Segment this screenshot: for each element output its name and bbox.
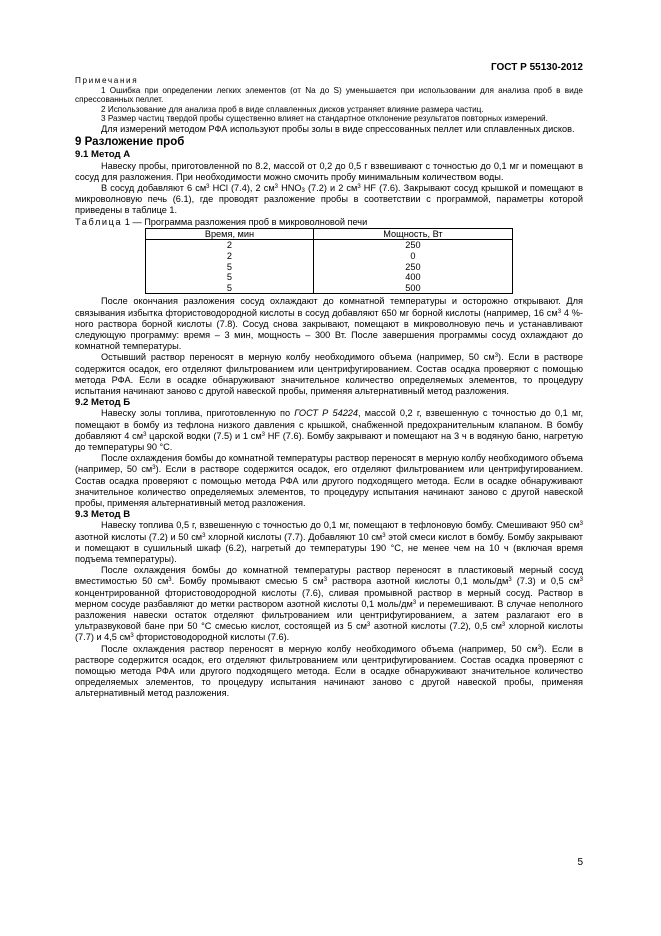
notes-title: Примечания — [75, 76, 139, 85]
method-b-paragraph-2: После охлаждения бомбы до комнатной температуры раствор переносят в мерную колбу необходимого объема (например, 50 $см^3$). Если в растворе содержится осадок, его отделяют фильтрованием или центрифугированием. Состав осадка проверяют с помощью метода РФА или другого подходящего метода. Если в осадке обнаруживают значительное количество определяемых элементов, то процедуру испытания начинают заново с другой навеской пробы, применяя альтернативный метод разложения. — [75, 453, 583, 509]
section-title: 9 Разложение проб — [75, 136, 185, 149]
method-v-paragraph: Навеску топлива 0,5 г, взвешенную с точностью до 0,1 мг, помещают в тефлоновую бомбу. Смешивают 950 $см^3$ азотной кислоты (7.2) и 50 $см^3$ хлорной кислоты (7.7). Добавляют 10 $см^3$ этой смеси кислот в бомбу. Бомбу закрывают и помещают в сушильный шкаф (6.2), нагретый до температуры 190 °С, не менее чем на 10 ч (включая время подъема температуры). — [75, 520, 583, 565]
table-row: 2 0 — [146, 251, 513, 262]
note-item: 3 Размер частиц твердой пробы существенно влияет на стандартное отклонение результатов повторных измерений. — [101, 114, 548, 124]
note-item: 1 Ошибка при определении легких элементов (от Na до S) уменьшается при использовании для анализа проб в виде спрессованных пеллет. — [75, 85, 583, 105]
method-v-paragraph-2: После охлаждения бомбы до комнатной температуры раствор переносят в пластиковый мерный сосуд вместимостью 50 $см^3$. Бомбу промывают смесью 5 $см^3$ раствора азотной кислоты 0,1 моль/$дм^3$ (7.3) и 0,5 $см^3$ концентрированной фтористоводородной кислоты (7.6), сливая промывной раствор в мерный сосуд. Раствор в мерном сосуде разбавляют до метки раствором азотной кислоты 0,1 моль/$дм^3$ и перемешивают. В случае неполного разложения навески остаток отделяют фильтрованием или центрифугированием, а затем разлагают его в ультразвуковой бане при 50 °С смесью кислот, состоящей из 5 $см^3$ азотной кислоты (7.2), 0,5 $см^3$ хлорной кислоты (7.7) и 4,5 $см^3$ фтористоводородной кислоты (7.6). — [75, 565, 583, 643]
method-b-paragraph: Навеску золы топлива, приготовленную по ГОСТ Р 54224, массой 0,2 г, взвешенную с точностью до 0,1 мг, помещают в бомбу из тефлона низкого давления с крышкой, снабженной предохранительным клапаном. В бомбу добавляют 4 $см^3$ царской водки (7.5) и 1 $см^3$ HF (7.6). Бомбу закрывают и помещают на 3 ч в водяную баню, нагретую до температуры 90 °С. — [75, 408, 584, 452]
table-header-power: Мощность, Вт — [313, 228, 512, 240]
method-a-paragraph: Навеску пробы, приготовленной по 8.2, массой от 0,2 до 0,5 г взвешивают с точностью до 0,1 мг и помещают в сосуд для разложения. При необходимости можно смочить пробу минимальным количеством воды. — [75, 160, 583, 182]
standard-reference: ГОСТ Р 54224 — [294, 408, 359, 419]
table-header-time: Время, мин — [146, 228, 314, 240]
document-code: ГОСТ Р 55130-2012 — [490, 62, 583, 73]
page-number: 5 — [577, 857, 583, 868]
method-a-after-paragraph: После окончания разложения сосуд охлаждают до комнатной температуры и осторожно открывают. Для связывания избытка фтористоводородной кислоты в сосуд добавляют 650 мг борной кислоты (например, 16 $см^3$ 4 %-ного раствора борной кислоты (7.8). Сосуд снова закрывают, помещают в микроволновую печь и устанавливают следующую программу: время – 3 мин, мощность – 300 Вт. После завершения программы сосуд охлаждают до комнатной температуры. — [75, 296, 583, 352]
note-item: 2 Использование для анализа проб в виде сплавленных дисков устраняет влияние размера частиц. — [101, 104, 484, 114]
method-a-after-paragraph-2: Остывший раствор переносят в мерную колбу необходимого объема (например, 50 $см^3$). Если в растворе содержится осадок, его отделяют фильтрованием или центрифугированием. Состав осадка проверяют с помощью метода РФА. Если в осадке обнаруживают значительное количество определяемых элементов, то процедуру испытания начинают заново с другой навеской пробы, применяя альтернативный метод разложения. — [75, 352, 584, 396]
table-row: 5 500 — [146, 283, 513, 294]
method-a-title: 9.1 Метод А — [75, 149, 131, 161]
method-a-reagents-paragraph: В сосуд добавляют 6 $см^3$ HCl (7.4), 2 $см^3$ $HNO_3$ (7.2) и 2 $см^3$ HF (7.6). Закрывают сосуд крышкой и помещают в микроволновую печь (6.1), где проводят разложение пробы в соответствии с программой, параметры которой приведены в таблице 1. — [75, 182, 583, 216]
method-v-paragraph-3: После охлаждения раствор переносят в мерную колбу необходимого объема (например, 50 $см^3$). Если в растворе содержится осадок, его отделяют фильтрованием или центрифугированием. Состав осадка проверяют с помощью метода РФА или другого подходящего метода. Если в осадке обнаруживают значительное количество определяемых элементов, то процедуру испытания начинают заново с другой навеской пробы, применяя альтернативный метод разложения. — [75, 643, 583, 699]
method-b-title: 9.2 Метод Б — [75, 397, 131, 409]
table-row: 5 400 — [146, 272, 513, 283]
page-body — [75, 76, 583, 700]
table-row: 5 250 — [146, 262, 513, 273]
table-caption: Таблица 1 — Программа разложения проб в микроволновой печи — [75, 216, 368, 227]
intro-paragraph: Для измерений методом РФА используют пробы золы в виде спрессованных пеллет или сплавленных дисков. — [101, 123, 575, 134]
program-table — [145, 228, 513, 295]
table-row: 2 250 — [146, 240, 513, 251]
method-v-title: 9.3 Метод В — [75, 509, 131, 521]
